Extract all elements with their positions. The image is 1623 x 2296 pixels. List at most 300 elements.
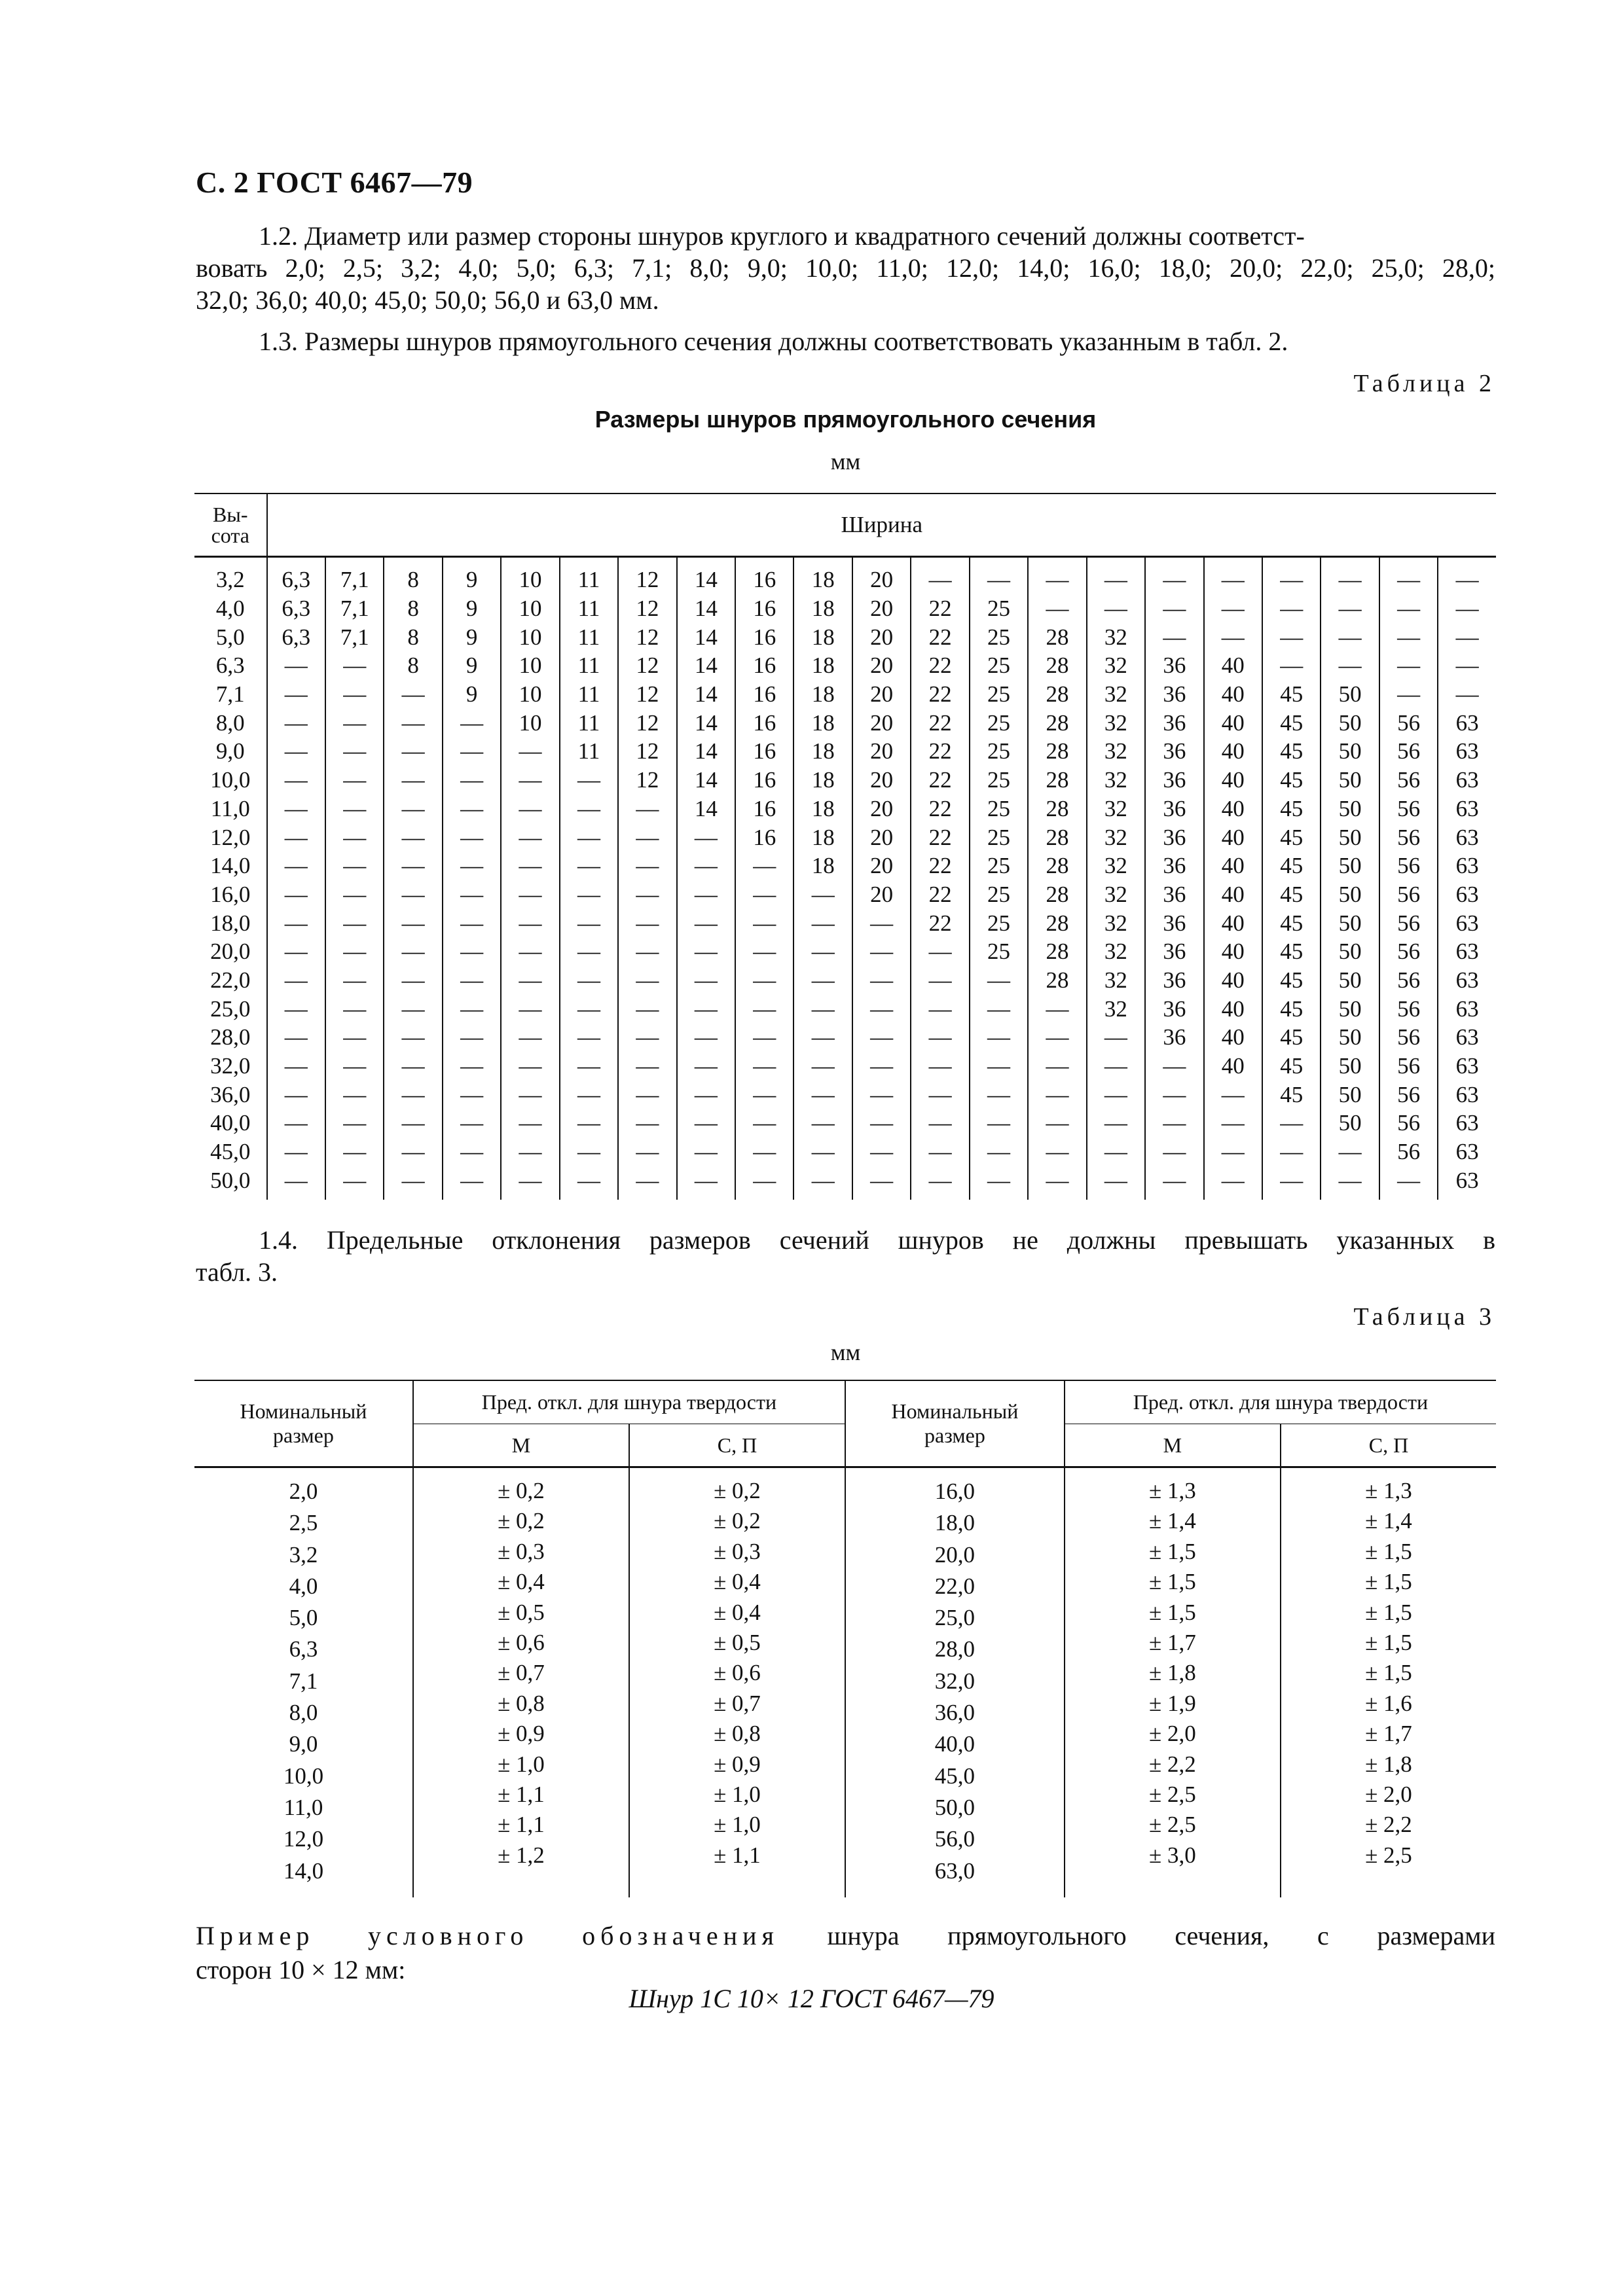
- width-cell: —: [267, 966, 325, 995]
- designation-example: Шнур 1С 10× 12 ГОСТ 6467—79: [629, 1984, 994, 2013]
- width-cell: —: [1204, 1080, 1262, 1109]
- width-cell: —: [677, 1109, 735, 1138]
- width-cell: —: [1028, 1166, 1086, 1200]
- table3-cell-value: ± 0,3: [714, 1538, 761, 1564]
- width-cell: —: [267, 880, 325, 909]
- width-cell: 63: [1455, 795, 1479, 821]
- width-cell: —: [1028, 1138, 1086, 1166]
- width-cell: —: [267, 680, 325, 709]
- table3-cell-value: ± 1,7: [1149, 1630, 1196, 1656]
- row-height-value: 25,0: [194, 994, 267, 1023]
- table2-row: [194, 994, 1496, 1023]
- table3-cell-value: ± 1,3: [1149, 1478, 1196, 1503]
- width-cell: 16: [735, 795, 793, 823]
- width-cell: 14: [677, 737, 735, 766]
- p12-line3: 32,0; 36,0; 40,0; 45,0; 50,0; 56,0 и 63,0 мм.: [196, 285, 659, 315]
- paragraph-1-3: [196, 325, 1495, 357]
- width-cell: —: [852, 994, 911, 1023]
- width-cell: 18: [793, 737, 852, 766]
- width-cell: —: [560, 937, 618, 966]
- width-cell: 14: [677, 594, 735, 623]
- width-cell: 50: [1321, 680, 1379, 709]
- width-cell: —: [618, 1138, 676, 1166]
- width-cell: 32: [1087, 823, 1145, 852]
- table3-cell-value: ± 2,2: [1365, 1812, 1412, 1838]
- width-cell: 28: [1028, 937, 1086, 966]
- table3-cell-value: ± 1,5: [1149, 1569, 1196, 1595]
- row-height-value: 12,0: [194, 823, 267, 852]
- table3-cell-value: 4,0: [289, 1573, 318, 1599]
- width-cell: 14: [677, 557, 735, 594]
- width-cell: 9: [443, 680, 501, 709]
- width-cell: —: [267, 994, 325, 1023]
- table3-cell-value: ± 2,5: [1149, 1782, 1196, 1808]
- width-cell: 32: [1087, 966, 1145, 995]
- width-cell: 32: [1087, 994, 1145, 1023]
- width-cell: 63: [1455, 709, 1479, 736]
- p13-text: 1.3. Размеры шнуров прямоугольного сечения должны соответствовать указанным в табл. 2.: [259, 327, 1288, 356]
- width-cell: —: [1455, 681, 1479, 708]
- width-cell: 45: [1262, 966, 1321, 995]
- width-cell: 20: [852, 622, 911, 651]
- width-cell: —: [970, 1138, 1028, 1166]
- width-cell: —: [852, 908, 911, 937]
- width-cell: 28: [1028, 766, 1086, 795]
- width-cell: —: [1028, 994, 1086, 1023]
- width-cell: —: [1087, 1166, 1145, 1200]
- width-cell: —: [325, 766, 384, 795]
- table2-row: [194, 766, 1496, 795]
- width-cell: —: [325, 651, 384, 680]
- width-cell: 22: [911, 908, 969, 937]
- width-cell: 12: [618, 651, 676, 680]
- width-cell: 63: [1455, 1024, 1479, 1050]
- width-cell: —: [325, 937, 384, 966]
- width-cell: —: [443, 908, 501, 937]
- table3-cell-value: ± 1,1: [498, 1812, 545, 1838]
- width-cell: —: [618, 880, 676, 909]
- width-cell: —: [267, 937, 325, 966]
- width-cell: —: [501, 1166, 559, 1200]
- width-cell: —: [1455, 653, 1479, 679]
- width-cell: —: [1145, 1080, 1203, 1109]
- width-cell: 45: [1262, 908, 1321, 937]
- width-cell: —: [1321, 1166, 1379, 1200]
- table3-cell-value: ± 0,8: [714, 1721, 761, 1747]
- row-height-value: 16,0: [194, 880, 267, 909]
- width-cell: —: [1455, 567, 1479, 593]
- width-cell: 45: [1262, 880, 1321, 909]
- width-cell: 28: [1028, 651, 1086, 680]
- width-cell: 22: [911, 651, 969, 680]
- width-cell: —: [735, 908, 793, 937]
- width-cell: —: [1321, 594, 1379, 623]
- width-cell: —: [1087, 1023, 1145, 1052]
- width-cell: 22: [911, 594, 969, 623]
- width-cell: 25: [970, 680, 1028, 709]
- row-height-value: 5,0: [194, 622, 267, 651]
- width-cell: —: [677, 1023, 735, 1052]
- table3-cell-value: ± 1,2: [498, 1842, 545, 1868]
- width-cell: —: [325, 823, 384, 852]
- width-cell: 50: [1321, 966, 1379, 995]
- width-cell: —: [1455, 596, 1479, 622]
- width-cell: —: [560, 766, 618, 795]
- width-cell: —: [677, 1080, 735, 1109]
- table3-cell-value: ± 1,3: [1365, 1478, 1412, 1503]
- table2-row: [194, 937, 1496, 966]
- width-cell: —: [1204, 1138, 1262, 1166]
- width-cell: 63: [1455, 1081, 1479, 1107]
- width-cell: 22: [911, 737, 969, 766]
- table3-cell-value: ± 2,5: [1365, 1842, 1412, 1868]
- width-cell: —: [1028, 1080, 1086, 1109]
- paragraph-1-2: [196, 220, 1495, 316]
- width-cell: —: [735, 1166, 793, 1200]
- width-cell: 36: [1145, 908, 1203, 937]
- table3-cell-value: ± 0,3: [498, 1538, 545, 1564]
- width-cell: —: [970, 1052, 1028, 1081]
- width-cell: —: [852, 1052, 911, 1081]
- width-cell: —: [384, 852, 442, 880]
- width-cell: 16: [735, 823, 793, 852]
- width-cell: 56: [1379, 708, 1438, 737]
- table3-cell-value: ± 0,2: [498, 1478, 545, 1503]
- table3-caption: Таблица 3: [1353, 1303, 1495, 1331]
- table2-row: [194, 795, 1496, 823]
- width-cell: —: [1379, 622, 1438, 651]
- width-cell: —: [384, 994, 442, 1023]
- table3-cell-value: ± 1,5: [1365, 1599, 1412, 1625]
- sp-right-column: [1281, 1467, 1496, 1897]
- width-cell: 36: [1145, 994, 1203, 1023]
- width-cell: —: [677, 937, 735, 966]
- width-cell: —: [911, 1138, 969, 1166]
- width-cell: —: [970, 557, 1028, 594]
- table3-cell-value: ± 0,7: [714, 1690, 761, 1716]
- width-cell: —: [793, 1052, 852, 1081]
- width-cell: —: [1145, 1052, 1203, 1081]
- width-cell: 40: [1204, 1023, 1262, 1052]
- width-cell: —: [793, 966, 852, 995]
- width-cell: 18: [793, 651, 852, 680]
- example-spaced-text: Пример условного обозначения: [196, 1921, 779, 1950]
- width-cell: —: [618, 908, 676, 937]
- p14-line1: 1.4. Предельные отклонения размеров сечений шнуров не должны превышать указанных в: [259, 1225, 1495, 1255]
- row-height-value: 36,0: [194, 1080, 267, 1109]
- width-cell: —: [325, 852, 384, 880]
- width-cell: —: [1145, 1166, 1203, 1200]
- width-cell: —: [501, 908, 559, 937]
- width-cell: —: [325, 994, 384, 1023]
- width-cell: —: [1145, 1109, 1203, 1138]
- width-cell: —: [618, 823, 676, 852]
- table2-row: [194, 1166, 1496, 1200]
- width-cell: —: [325, 908, 384, 937]
- width-cell: 63: [1455, 1139, 1479, 1165]
- p14-line2: табл. 3.: [196, 1257, 278, 1287]
- width-cell: —: [325, 680, 384, 709]
- width-cell: —: [1262, 651, 1321, 680]
- sp-left-column: [629, 1467, 845, 1897]
- nominal-right-column: [845, 1467, 1065, 1897]
- width-cell: —: [501, 737, 559, 766]
- width-cell: —: [1087, 1138, 1145, 1166]
- row-height-value: 8,0: [194, 708, 267, 737]
- width-cell: 45: [1262, 823, 1321, 852]
- row-height-value: 50,0: [194, 1166, 267, 1200]
- width-cell: 25: [970, 937, 1028, 966]
- width-cell: 56: [1379, 966, 1438, 995]
- width-cell: 12: [618, 594, 676, 623]
- table2-row: [194, 880, 1496, 909]
- width-cell: —: [1145, 557, 1203, 594]
- header-nominal-left: Номинальный размер: [194, 1380, 413, 1467]
- table3-cell-value: 28,0: [934, 1636, 976, 1662]
- table2-row: [194, 1052, 1496, 1081]
- width-cell: —: [267, 1080, 325, 1109]
- width-cell: —: [911, 966, 969, 995]
- width-cell: —: [618, 1080, 676, 1109]
- row-height-value: 40,0: [194, 1109, 267, 1138]
- width-cell: 20: [852, 880, 911, 909]
- width-cell: —: [501, 937, 559, 966]
- table3-cell-value: ± 1,1: [714, 1842, 761, 1868]
- width-cell: —: [560, 1138, 618, 1166]
- width-cell: —: [1204, 1166, 1262, 1200]
- table3-cell-value: 8,0: [289, 1700, 318, 1726]
- width-cell: —: [1379, 651, 1438, 680]
- table2-row: [194, 651, 1496, 680]
- width-cell: 11: [560, 622, 618, 651]
- width-cell: 16: [735, 594, 793, 623]
- width-cell: 16: [735, 708, 793, 737]
- width-cell: —: [1321, 1138, 1379, 1166]
- row-height-value: 22,0: [194, 966, 267, 995]
- row-height-value: 14,0: [194, 852, 267, 880]
- width-cell: —: [852, 1166, 911, 1200]
- width-cell: —: [677, 823, 735, 852]
- width-cell: 32: [1087, 937, 1145, 966]
- width-cell: —: [793, 1023, 852, 1052]
- width-cell: 9: [443, 651, 501, 680]
- width-cell: —: [677, 994, 735, 1023]
- width-cell: —: [1145, 594, 1203, 623]
- width-cell: —: [443, 852, 501, 880]
- width-cell: —: [560, 1166, 618, 1200]
- width-cell: 25: [970, 651, 1028, 680]
- width-cell: —: [501, 1080, 559, 1109]
- table3-cell-value: ± 0,2: [714, 1478, 761, 1503]
- width-cell: 40: [1204, 795, 1262, 823]
- width-cell: 56: [1379, 852, 1438, 880]
- width-cell: 22: [911, 823, 969, 852]
- width-cell: 28: [1028, 823, 1086, 852]
- table3-unit: мм: [830, 1339, 861, 1365]
- width-cell: 14: [677, 651, 735, 680]
- width-cell: 40: [1204, 708, 1262, 737]
- width-cell: —: [560, 1080, 618, 1109]
- width-cell: —: [560, 966, 618, 995]
- width-cell: 36: [1145, 966, 1203, 995]
- width-cell: 28: [1028, 708, 1086, 737]
- table3-cell-value: 12,0: [283, 1826, 324, 1852]
- width-cell: —: [1262, 1138, 1321, 1166]
- width-cell: —: [267, 1109, 325, 1138]
- table3-cell-value: ± 1,5: [1365, 1569, 1412, 1595]
- width-cell: —: [384, 1080, 442, 1109]
- width-cell: 6,3: [267, 594, 325, 623]
- width-cell: 56: [1379, 766, 1438, 795]
- width-cell: —: [618, 795, 676, 823]
- width-cell: —: [1321, 557, 1379, 594]
- width-cell: 22: [911, 795, 969, 823]
- m-left-column: [413, 1467, 629, 1897]
- width-cell: 63: [1455, 1053, 1479, 1079]
- width-cell: 18: [793, 795, 852, 823]
- width-cell: —: [443, 937, 501, 966]
- width-cell: 45: [1262, 937, 1321, 966]
- width-cell: 36: [1145, 852, 1203, 880]
- width-cell: 45: [1262, 994, 1321, 1023]
- table3-cell-value: ± 0,4: [498, 1569, 545, 1595]
- row-height-value: 11,0: [194, 795, 267, 823]
- width-cell: 56: [1379, 937, 1438, 966]
- width-cell: —: [1204, 1109, 1262, 1138]
- width-cell: —: [267, 908, 325, 937]
- table3-cell-value: ± 1,7: [1365, 1721, 1412, 1747]
- width-cell: —: [384, 880, 442, 909]
- width-cell: —: [1028, 1023, 1086, 1052]
- width-cell: 56: [1379, 994, 1438, 1023]
- width-cell: 22: [911, 880, 969, 909]
- width-cell: 56: [1379, 737, 1438, 766]
- table3-cell-value: 10,0: [283, 1763, 324, 1789]
- width-cell: 36: [1145, 680, 1203, 709]
- table-2-rectangular-sizes: [194, 493, 1496, 1200]
- table2-row: [194, 852, 1496, 880]
- width-cell: —: [443, 766, 501, 795]
- width-cell: —: [325, 1023, 384, 1052]
- width-cell: —: [735, 1080, 793, 1109]
- row-height-value: 6,3: [194, 651, 267, 680]
- row-height-value: 20,0: [194, 937, 267, 966]
- width-cell: 10: [501, 651, 559, 680]
- width-cell: 45: [1262, 737, 1321, 766]
- width-cell: 50: [1321, 737, 1379, 766]
- width-cell: 18: [793, 594, 852, 623]
- table3-cell-value: ± 0,9: [498, 1721, 545, 1747]
- table3-cell-value: 11,0: [283, 1794, 323, 1820]
- width-cell: 56: [1379, 880, 1438, 909]
- table3-cell-value: ± 0,2: [498, 1508, 545, 1534]
- width-cell: 50: [1321, 937, 1379, 966]
- width-cell: 9: [443, 594, 501, 623]
- width-cell: —: [560, 1023, 618, 1052]
- width-cell: —: [501, 852, 559, 880]
- width-cell: 28: [1028, 622, 1086, 651]
- width-cell: 32: [1087, 651, 1145, 680]
- width-cell: —: [443, 708, 501, 737]
- width-cell: —: [267, 1138, 325, 1166]
- width-cell: 25: [970, 795, 1028, 823]
- width-cell: 36: [1145, 766, 1203, 795]
- width-cell: 11: [560, 737, 618, 766]
- width-cell: —: [735, 1052, 793, 1081]
- width-cell: 25: [970, 737, 1028, 766]
- table3-cell-value: ± 1,5: [1365, 1660, 1412, 1686]
- width-cell: 18: [793, 680, 852, 709]
- width-cell: 56: [1379, 908, 1438, 937]
- width-cell: 63: [1455, 881, 1479, 907]
- table3-cell-value: 7,1: [289, 1668, 318, 1694]
- width-cell: —: [618, 1109, 676, 1138]
- row-height-value: 10,0: [194, 766, 267, 795]
- width-cell: —: [911, 1166, 969, 1200]
- width-cell: —: [911, 937, 969, 966]
- width-cell: —: [735, 1023, 793, 1052]
- width-cell: —: [970, 1023, 1028, 1052]
- width-cell: 14: [677, 622, 735, 651]
- width-cell: —: [1087, 557, 1145, 594]
- table3-cell-value: 63,0: [934, 1857, 976, 1884]
- width-cell: 63: [1455, 853, 1479, 879]
- width-cell: 25: [970, 852, 1028, 880]
- width-cell: —: [560, 880, 618, 909]
- width-cell: —: [618, 1052, 676, 1081]
- width-cell: —: [325, 1109, 384, 1138]
- m-right-column: [1065, 1467, 1281, 1897]
- width-cell: 56: [1379, 823, 1438, 852]
- width-cell: —: [325, 1166, 384, 1200]
- table2-row: [194, 708, 1496, 737]
- width-cell: 16: [735, 622, 793, 651]
- header-dev-left: Пред. откл. для шнура твердости: [413, 1380, 845, 1424]
- width-cell: —: [560, 908, 618, 937]
- table2-row: [194, 622, 1496, 651]
- width-cell: —: [325, 880, 384, 909]
- width-cell: 20: [852, 680, 911, 709]
- width-cell: 14: [677, 795, 735, 823]
- width-cell: 63: [1455, 1167, 1479, 1193]
- width-cell: —: [1455, 624, 1479, 650]
- width-cell: —: [1379, 1166, 1438, 1200]
- width-cell: 28: [1028, 966, 1086, 995]
- width-cell: —: [384, 1109, 442, 1138]
- width-cell: 40: [1204, 737, 1262, 766]
- width-cell: —: [970, 1080, 1028, 1109]
- width-cell: 11: [560, 557, 618, 594]
- row-height-value: 9,0: [194, 737, 267, 766]
- width-cell: —: [735, 937, 793, 966]
- width-cell: 11: [560, 680, 618, 709]
- width-cell: 40: [1204, 651, 1262, 680]
- width-cell: —: [677, 1052, 735, 1081]
- width-cell: 10: [501, 557, 559, 594]
- table3-cell-value: 40,0: [934, 1731, 976, 1757]
- width-cell: —: [267, 795, 325, 823]
- width-cell: —: [267, 766, 325, 795]
- table3-cell-value: ± 0,2: [714, 1508, 761, 1534]
- width-cell: —: [384, 1138, 442, 1166]
- width-cell: —: [1262, 1109, 1321, 1138]
- width-cell: 63: [1455, 738, 1479, 764]
- table3-cell-value: ± 0,6: [498, 1630, 545, 1656]
- width-cell: 36: [1145, 651, 1203, 680]
- row-height-value: 18,0: [194, 908, 267, 937]
- width-cell: —: [1087, 1109, 1145, 1138]
- table2-row: [194, 908, 1496, 937]
